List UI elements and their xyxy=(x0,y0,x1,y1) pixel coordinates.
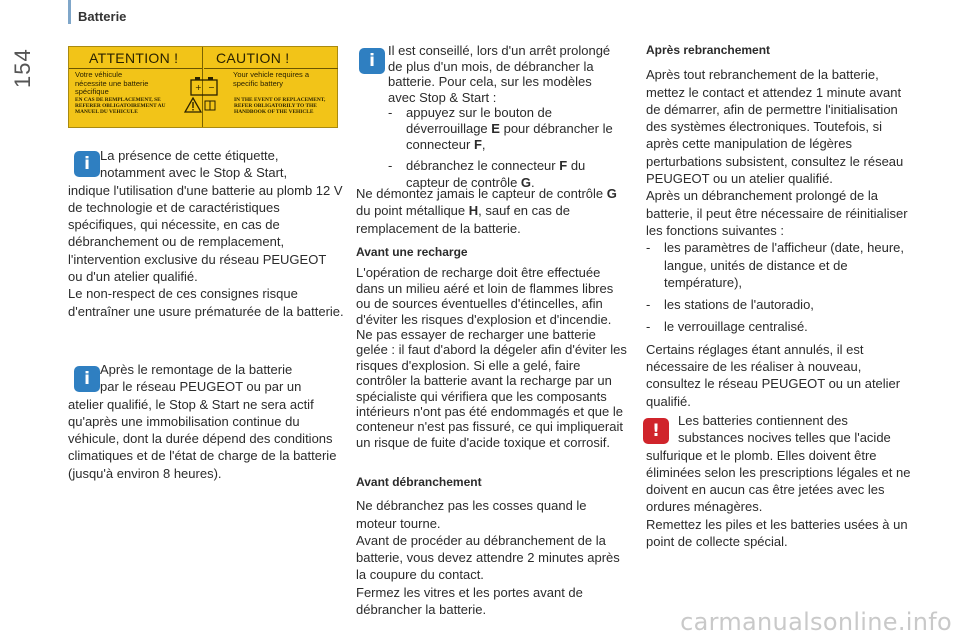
tip-bullet xyxy=(356,105,630,152)
note-body: Le non-respect de ces consignes risque d'entraîner une usure prématurée de la batterie. xyxy=(68,286,344,319)
tip-line: de plus d'un mois, de débrancher la xyxy=(388,58,594,74)
reconnect-body: Après tout rebranchement de la batterie, mettez le contact et attendez 1 minute avant de démarrer, afin de permettre l'initialisation des systèmes électroniques. Toutefois, si après cette manipulation de légères perturbations subsistent, consultez le réseau PEUGEOT ou un atelier qualifié. xyxy=(646,67,904,187)
page-number: 154 xyxy=(10,48,35,88)
label-english-half xyxy=(204,47,338,127)
reconnect-body: Certains réglages étant annulés, il est nécessaire de les réaliser à nouveau, consultez le réseau PEUGEOT ou un atelier qualifié. xyxy=(646,341,901,409)
disconnect-body: Ne débranchez pas les cosses quand le moteur tourne. xyxy=(356,498,587,531)
sensor-warning xyxy=(356,185,630,237)
warning-line: Les batteries contiennent des xyxy=(678,413,848,428)
label-divider xyxy=(204,68,338,69)
bullet-dash: - xyxy=(646,297,651,313)
section-title: Batterie xyxy=(78,9,127,24)
reconnect-bullet xyxy=(646,318,918,335)
note-line: par le réseau PEUGEOT ou par un xyxy=(100,379,302,395)
warning-icon: ! xyxy=(643,418,669,444)
label-en-subtitle: Your vehicle requires a specific battery xyxy=(233,70,310,88)
svg-text:+: + xyxy=(195,83,202,92)
reconnect-body: Après un débranchement prolongé de la batterie, il peut être nécessaire de réinitialiser les fonctions suivantes : xyxy=(646,188,908,238)
after-reconnect xyxy=(646,42,918,410)
label-divider xyxy=(69,68,202,69)
heading-after-reconnect: Après rebranchement xyxy=(646,43,771,57)
bullet-dash: - xyxy=(646,319,651,335)
note-label-info xyxy=(68,147,344,320)
header-rule xyxy=(68,0,71,24)
warning-triangle-icon xyxy=(184,97,202,113)
info-icon: i xyxy=(359,48,385,74)
reconnect-bullet xyxy=(646,239,918,291)
recharge-body: L'opération de recharge doit être effectuée dans un milieu aéré et loin de flammes libres ou de sources éventuelles d'étincelles, afin d'éviter les risques d'explosion et d'incendie. Ne pas essayer de recharger une batterie gelée : il faut d'abord la dégeler afin d'éviter les risques d'explosion. Si elle a gelé, faire contrôler la batterie avant la recharge par un spécialiste qui vérifiera que les composants intérieurs n'ont pas été endommagés et que le conteneur n'est pas fissuré, ce qui impliquerait un risque de fuite d'acide toxique et corrosif. xyxy=(356,265,627,450)
disconnect-body: Avant de procéder au débranchement de la batterie, vous devez attendre 2 minutes après la coupure du contact. xyxy=(356,532,620,583)
tip-line: Il est conseillé, lors d'un arrêt prolongé xyxy=(388,43,611,58)
disconnect-body: Fermez les vitres et les portes avant de débrancher la batterie. xyxy=(356,584,583,618)
label-fr-fineprint: EN CAS DE REMPLACEMENT, SE REFERER OBLIGATOIREMENT AU MANUEL DU VEHICULE xyxy=(75,97,166,115)
before-recharge xyxy=(356,245,630,450)
note-line: La présence de cette étiquette, xyxy=(100,148,279,163)
watermark: carmanualsonline.info xyxy=(680,608,952,636)
bullet-dash: - xyxy=(388,105,393,121)
bullet-text: appuyez sur le bouton de déverrouillage E pour débrancher le connecteur F, xyxy=(406,105,613,152)
warning-body: sulfurique et le plomb. Elles doivent être éliminées selon les prescriptions légales et ne doivent en aucun cas être jetées avec les ordures ménagères. xyxy=(646,447,911,515)
label-en-fineprint: IN THE EVENT OF REPLACEMENT, REFER OBLIGATORILY TO THE HANDBOOK OF THE VEHICLE xyxy=(234,97,326,115)
label-french-half xyxy=(69,47,215,127)
note-line: notamment avec le Stop & Start, xyxy=(100,165,288,181)
label-fr-title: ATTENTION ! xyxy=(89,50,179,66)
battery-warning-label xyxy=(68,46,338,128)
info-icon: i xyxy=(74,151,100,177)
info-icon: i xyxy=(74,366,100,392)
tip-line: batterie. Pour cela, sur les modèles xyxy=(388,74,592,90)
label-en-title: CAUTION ! xyxy=(216,50,290,66)
bullet-text: le verrouillage centralisé. xyxy=(664,319,808,335)
manual-book-icon xyxy=(204,99,216,111)
note-line: Après le remontage de la batterie xyxy=(100,362,293,377)
reconnect-bullet xyxy=(646,296,918,313)
svg-text:−: − xyxy=(208,83,215,92)
label-fr-subtitle: Votre véhicule nécessite une batterie spécifique xyxy=(75,70,149,96)
bullet-text: débranchez le connecteur F du capteur de contrôle G. xyxy=(406,158,586,191)
bullet-dash: - xyxy=(646,240,651,256)
heading-before-recharge: Avant une recharge xyxy=(356,245,468,259)
tip-long-stop xyxy=(356,43,630,191)
note-body: indique l'utilisation d'une batterie au plomb 12 V de technologie et de caractéristiques spécifiques, qui nécessite, en cas de débranchement ou de remplacement, l'intervention exclusive du réseau PEUGEOT ou d'un atelier qualifié. xyxy=(68,182,343,285)
bullet-text: les stations de l'autoradio, xyxy=(664,297,814,313)
tip-line: avec Stop & Start : xyxy=(388,89,497,105)
note-body: atelier qualifié, le Stop & Start ne sera actif qu'après une immobilisation continue du véhicule, dont la durée dépend des conditions climatiques et de l'état de charge de la batterie (jusqu'à environ 8 heures). xyxy=(68,396,337,481)
battery-disposal-warning xyxy=(646,412,918,550)
warning-body: Remettez les piles et les batteries usées à un point de collecte spécial. xyxy=(646,516,908,550)
bullet-dash: - xyxy=(388,158,393,174)
note-stop-start xyxy=(68,361,344,482)
warning-line: substances nocives telles que l'acide xyxy=(678,430,891,446)
sensor-text: Ne démontez jamais le capteur de contrôle G du point métallique H, sauf en cas de remplacement de la batterie. xyxy=(356,186,617,236)
heading-before-disconnect: Avant débranchement xyxy=(356,475,482,489)
before-disconnect xyxy=(356,474,630,618)
bullet-text: les paramètres de l'afficheur (date, heure, langue, unités de distance et de température), xyxy=(664,240,904,290)
